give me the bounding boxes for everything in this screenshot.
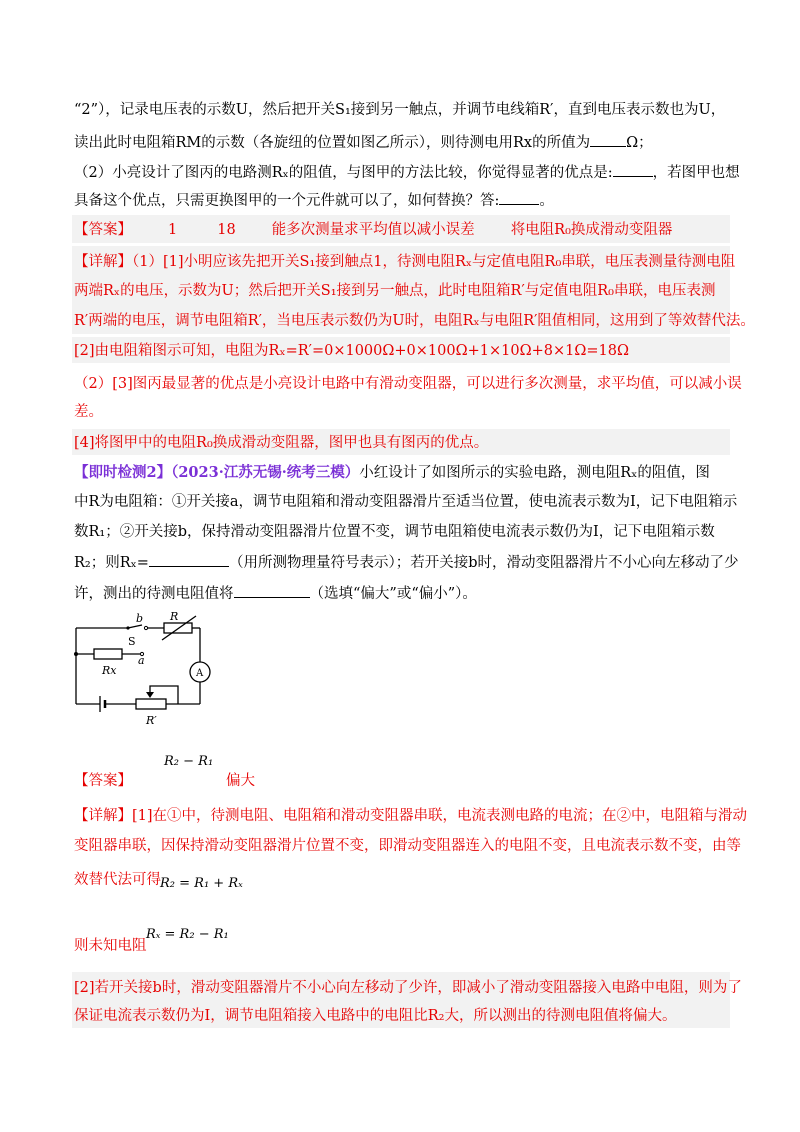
label-a: a — [138, 654, 145, 667]
detail-1-line-1: 【详解】（1）[1]小明应该先把开关S₁接到触点1，待测电阻Rₓ与定值电阻R₀串联，电压表测量待测电阻 — [74, 254, 736, 270]
q2-line-4-tail: （用所测物理量符号表示）；若开关接b时，滑动变阻器滑片不小心向左移动了少 — [228, 555, 739, 571]
answer-blank-4 — [149, 552, 229, 567]
detail-1-line-3: R′两端的电压，调节电阻箱R′，当电压表示数仍为U时，电阻Rₓ与电阻R′阻值相同，这用到了等效替代法。 — [74, 313, 755, 329]
contact-b — [144, 626, 147, 629]
q2-line-5-text: 许，测出的待测电阻值将 — [74, 586, 234, 602]
label-r-prime: R′ — [146, 714, 157, 727]
q2-source: （2023·江苏无锡·统考三模） — [171, 464, 360, 481]
circuit-diagram — [66, 612, 246, 732]
answer-2-label: 【答案】 — [74, 773, 132, 789]
detail-2-line-1: 【详解】[1]在①中，待测电阻、电阻箱和滑动变阻器串联，电流表测电路的电流；在②中，电阻箱与滑动 — [74, 808, 748, 824]
answer-2 — [74, 771, 255, 791]
detail-1-line-6: 差。 — [74, 404, 103, 420]
answer-blank-2 — [613, 162, 653, 177]
label-ammeter: A — [196, 668, 204, 679]
q1-line-4 — [74, 190, 554, 211]
q2-line-2: 中R为电阻箱：①开关接a，调节电阻箱和滑动变阻器滑片至适当位置，使电流表示数为I，记下电阻箱示 — [74, 494, 738, 510]
answer-1-label: 【答案】 — [74, 222, 132, 238]
answer-2-formula: R₂ − R₁ — [164, 754, 214, 769]
q1-line-3 — [74, 162, 740, 183]
detail-2-line-3: 效替代法可得 — [74, 872, 161, 888]
answer-blank-5 — [234, 583, 310, 598]
detail-2-line-6: 保证电流表示数仍为I，调节电阻箱接入电路中的电阻比R₂大，所以测出的待测电阻值将偏大。 — [74, 1008, 677, 1024]
detail-1-line-7: [4]将图甲中的电阻R₀换成滑动变阻器，图甲也具有图丙的优点。 — [74, 435, 489, 451]
q2-tag: 【即时检测2】 — [74, 464, 172, 481]
answer-2-value-2: 偏大 — [226, 773, 255, 789]
q1-line-2 — [74, 132, 653, 153]
answer-1-value-1: 1 — [168, 222, 178, 238]
q2-line-1 — [74, 463, 710, 483]
answer-1-value-3: 能多次测量求平均值以减小误差 — [271, 222, 475, 238]
rheostat-body — [136, 699, 166, 709]
q1-line-3-text: （2）小亮设计了图丙的电路测Rₓ的阻值，与图甲的方法比较，你觉得显著的优点是: — [74, 165, 613, 181]
answer-blank-3 — [499, 190, 539, 205]
answer-1-value-4: 将电阻R₀换成滑动变阻器 — [510, 222, 673, 238]
junction-dot — [74, 652, 78, 656]
q2-line-3: 数R₁；②开关接b，保持滑动变阻器滑片位置不变，调节电阻箱使电流表示数仍为I，记下电阻箱示数 — [74, 524, 715, 540]
detail-2-line-5: [2]若开关接b时，滑动变阻器滑片不小心向左移动了少许，即减小了滑动变阻器接入电路中电阻，则为了 — [74, 980, 742, 996]
q1-line-4-tail: 。 — [539, 193, 554, 209]
label-b: b — [136, 612, 144, 625]
answer-1-value-2: 18 — [217, 222, 236, 238]
q2-line-1-text: 小红设计了如图所示的实验电路，测电阻Rₓ的阻值，图 — [359, 465, 710, 481]
q2-line-5 — [74, 583, 477, 604]
label-r: R — [170, 612, 179, 623]
answer-1 — [74, 220, 672, 240]
q1-line-2-unit: Ω； — [626, 135, 653, 151]
q2-line-4-text: R₂；则Rₓ= — [74, 555, 149, 571]
switch-pivot — [126, 626, 129, 629]
detail-1-line-4: [2]由电阻箱图示可知，电阻为Rₓ=R′=0×1000Ω+0×100Ω+1×10Ω+8×1Ω=18Ω — [74, 343, 630, 359]
resistor-rx — [94, 649, 122, 659]
detail-2-formula-2: Rₓ = R₂ − R₁ — [146, 927, 229, 942]
rheostat-slider-arrow — [146, 692, 154, 698]
q1-line-3-tail: ，若图甲也想 — [652, 165, 740, 181]
q2-line-5-tail: （选填“偏大”或“偏小”）。 — [309, 586, 477, 602]
switch-blade — [128, 625, 142, 628]
detail-2-line-2: 变阻器串联，因保持滑动变阻器滑片位置不变，即滑动变阻器连入的电阻不变，且电流表示数不变，由等 — [74, 838, 741, 854]
q1-line-1: “2”），记录电压表的示数U，然后把开关S₁接到另一触点，并调节电线箱R′，直到电压表示数也为U， — [74, 102, 726, 118]
detail-2-line-4: 则未知电阻 — [74, 938, 147, 954]
label-rx: Rx — [102, 664, 117, 677]
q1-line-2-text: 读出此时电阻箱RM的示数（各旋纽的位置如图乙所示），则待测电用Rx的所值为 — [74, 135, 591, 151]
q2-line-4 — [74, 552, 738, 573]
q1-line-4-text: 具备这个优点，只需更换图甲的一个元件就可以了，如何替换？答: — [74, 193, 500, 209]
detail-1-line-2: 两端Rₓ的电压，示数为U；然后把开关S₁接到另一触点，此时电阻箱R′与定值电阻R₀串联，电压表测 — [74, 283, 716, 299]
answer-blank-1 — [590, 132, 626, 147]
detail-1-line-5: （2）[3]图丙最显著的优点是小亮设计电路中有滑动变阻器，可以进行多次测量，求平均值，可以减小误 — [74, 376, 742, 392]
detail-2-formula-1: R₂ = R₁ + Rₓ — [160, 876, 243, 891]
label-s: S — [128, 635, 136, 648]
